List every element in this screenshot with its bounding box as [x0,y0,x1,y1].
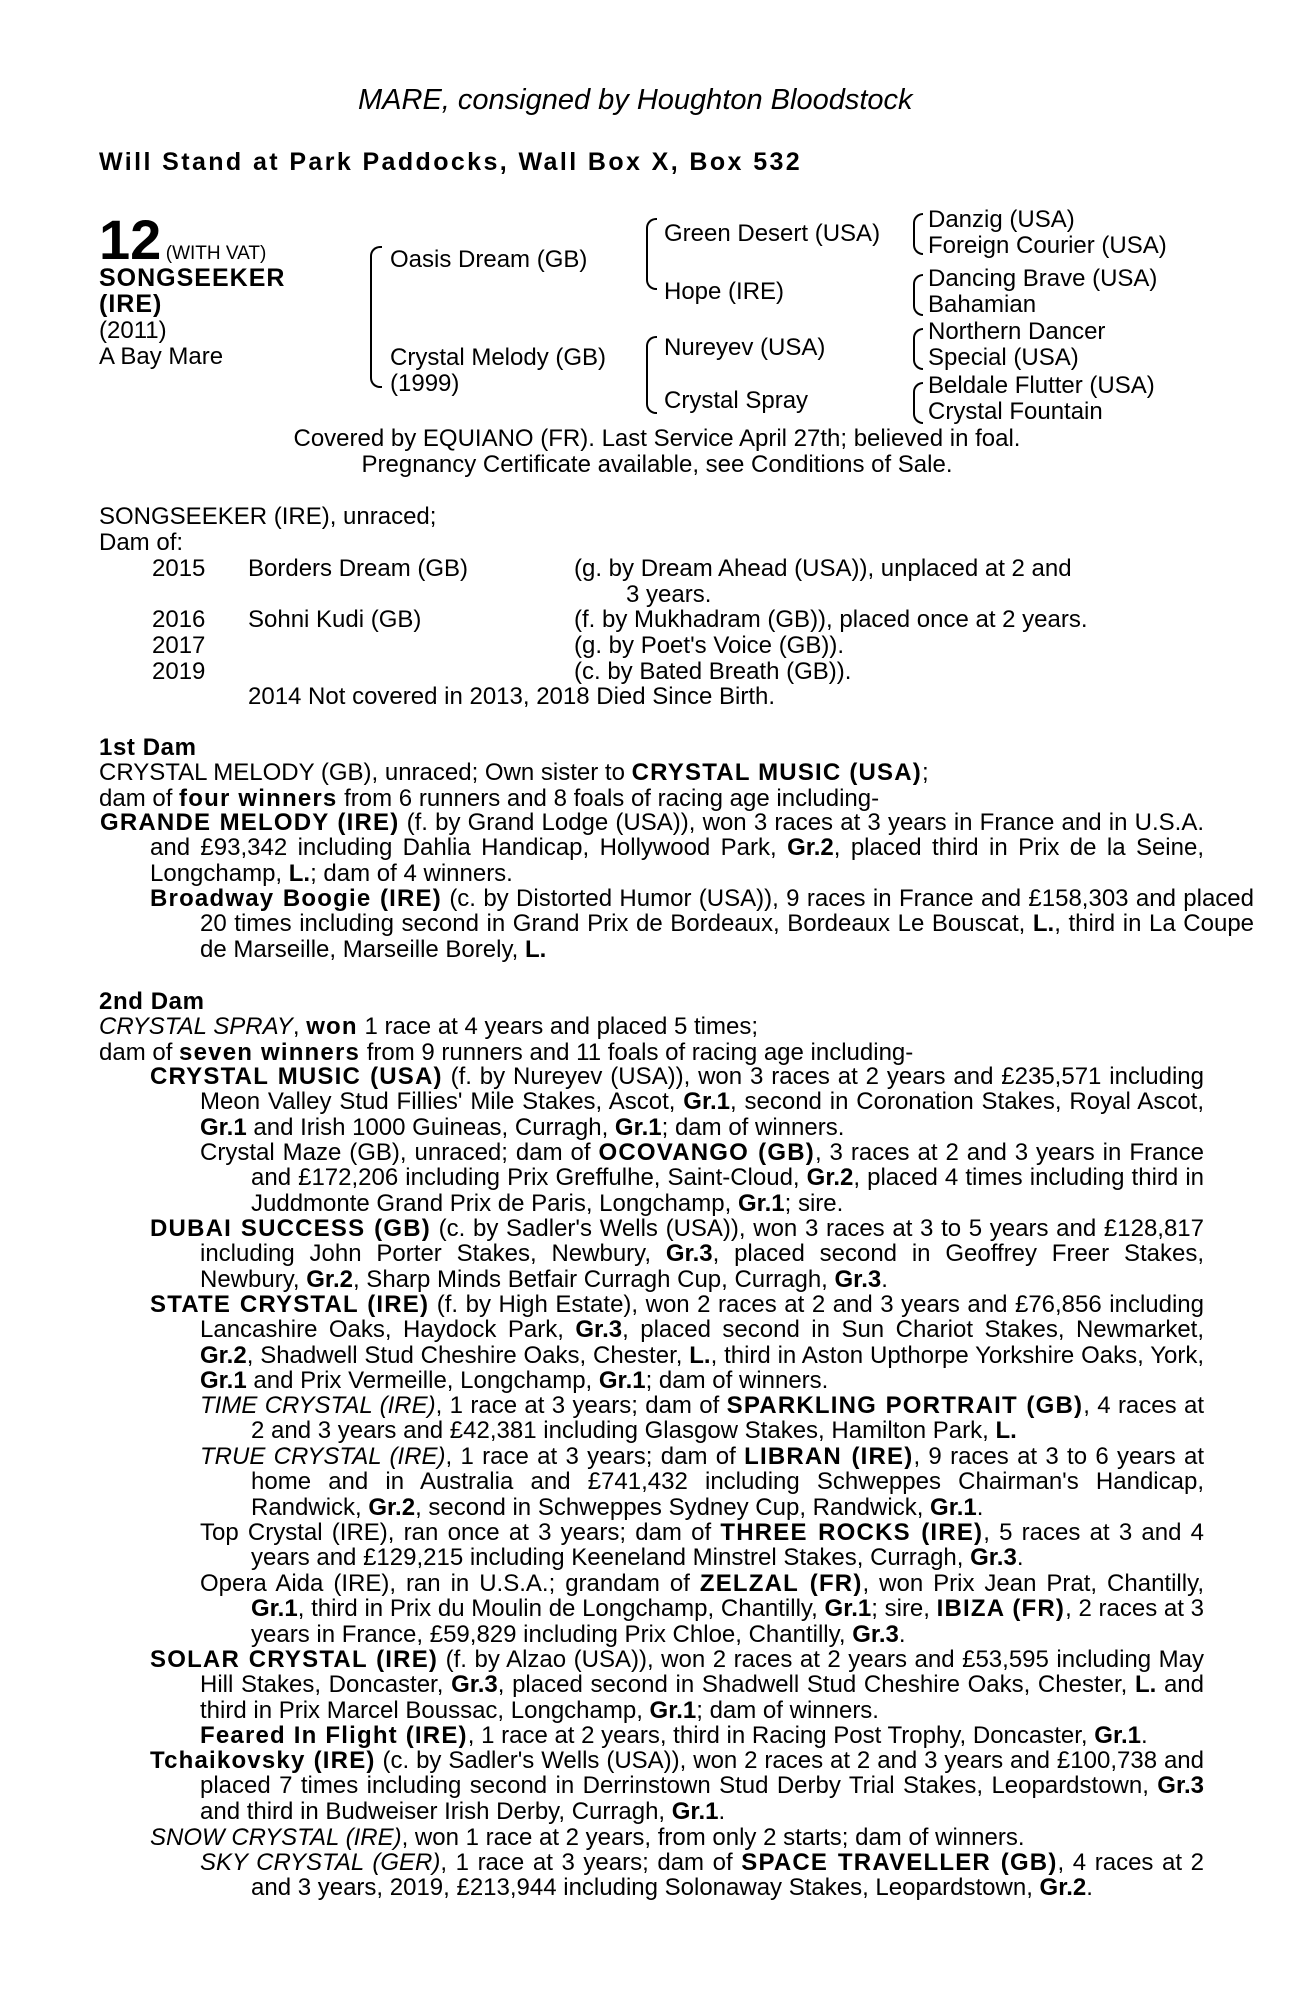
covered-statement: Covered by EQUIANO (FR). Last Service April 27th; believed in foal. [293,425,1021,452]
brace-sire [646,218,657,290]
second-dam-progeny-entry: Tchaikovsky (IRE) (c. by Sadler's Wells (USA)), won 2 races at 2 and 3 years and £100,738 and placed 7 times including second in Derrinstown Stud Derby Trial Stakes, Leopardstown, Gr.3 and third in Budweiser Irish Derby, Curragh, Gr.1. [150,1747,1204,1825]
horse-origin: (IRE) [99,290,163,318]
horse-description: A Bay Mare [99,343,224,370]
pedigree-dam-dam: Crystal Spray [664,387,809,414]
produce-detail: (c. by Bated Breath (GB)). [574,658,852,685]
second-dam-line: CRYSTAL SPRAY, won 1 race at 4 years and placed 5 times; [99,1013,758,1040]
produce-detail: (g. by Poet's Voice (GB)). [574,632,845,659]
brace-dd [913,382,923,424]
pedigree-sire: Oasis Dream (GB) [390,246,588,273]
lot-header [99,208,267,271]
second-dam-progeny-entry: CRYSTAL MUSIC (USA) (f. by Nureyev (USA)), won 3 races at 2 years and £235,571 including Meon Valley Stud Fillies' Mile Stakes, Ascot, Gr.1, second in Coronation Stakes, Royal Ascot, Gr.1 and Irish 1000 Guineas, Curragh, Gr.1; dam of winners. [150,1063,1205,1141]
third-generation-entry: Top Crystal (IRE), ran once at 3 years; dam of THREE ROCKS (IRE), 5 races at 3 and 4 years and £129,215 including Keeneland Minstrel Stakes, Curragh, Gr.3. [200,1519,1204,1572]
brace-ss [913,213,923,255]
produce-name: Borders Dream (GB) [248,555,469,582]
produce-year: 2015 [152,555,206,582]
first-dam-produce-summary: dam of four winners from 6 runners and 8 foals of racing age including- [99,785,880,812]
third-generation-entry: Crystal Maze (GB), unraced; dam of OCOVANGO (GB), 3 races at 2 and 3 years in France and £172,206 including Prix Greffulhe, Saint-Cloud, Gr.2, placed 4 times including third in Juddmonte Grand Prix de Paris, Longchamp, Gr.1; sire. [200,1139,1205,1217]
third-generation-entry: SKY CRYSTAL (GER), 1 race at 3 years; dam of SPACE TRAVELLER (GB), 4 races at 2 and 3 years, 2019, £213,944 including Solonaway Stakes, Leopardstown, Gr.2. [200,1849,1204,1902]
first-dam-line: CRYSTAL MELODY (GB), unraced; Own sister to CRYSTAL MUSIC (USA); [99,759,929,786]
second-dam-progeny-entry: STATE CRYSTAL (IRE) (f. by High Estate), won 2 races at 2 and 3 years and £76,856 including Lancashire Oaks, Haydock Park, Gr.3, placed second in Sun Chariot Stakes, Newmarket, Gr.2, Shadwell Stud Cheshire Oaks, Chester, L., third in Aston Upthorpe Yorkshire Oaks, York, Gr.1 and Prix Vermeille, Longchamp, Gr.1; dam of winners. [150,1291,1205,1395]
produce-year: 2019 [152,658,206,685]
pedigree-dsd: Special (USA) [928,344,1079,371]
dam-of-label: Dam of: [99,529,184,556]
second-dam-progeny-entry: SNOW CRYSTAL (IRE), won 1 race at 2 years, from only 2 starts; dam of winners. [150,1824,1025,1851]
pedigree-dam-sire: Nureyev (USA) [664,334,826,361]
pedigree-sire-dam: Hope (IRE) [664,278,785,305]
produce-name: Sohni Kudi (GB) [248,606,422,633]
brace-dam [646,336,657,414]
pedigree-sire-sire: Green Desert (USA) [664,220,881,247]
third-generation-entry: TRUE CRYSTAL (IRE), 1 race at 3 years; dam of LIBRAN (IRE), 9 races at 3 to 6 years at home and in Australia and £741,432 including Schweppes Chairman's Handicap, Randwick, Gr.2, second in Schweppes Sydney Cup, Randwick, Gr.1. [200,1443,1205,1521]
produce-detail-cont: 3 years. [626,581,712,608]
pedigree-dam: Crystal Melody (GB) [390,344,607,371]
horse-year: (2011) [99,317,167,344]
pedigree-ddd: Crystal Fountain [928,398,1103,425]
second-dam-progeny-entry: SOLAR CRYSTAL (IRE) (f. by Alzao (USA)), won 2 races at 2 years and £53,595 including May Hill Stakes, Doncaster, Gr.3, placed second in Shadwell Stud Cheshire Oaks, Chester, L. and third in Prix Marcel Boussac, Longchamp, Gr.1; dam of winners. [150,1646,1205,1724]
produce-intro: SONGSEEKER (IRE), unraced; [99,503,437,530]
second-dam-heading: 2nd Dam [99,988,205,1015]
brace-gen1 [370,246,382,388]
third-generation-entry: Feared In Flight (IRE), 1 race at 2 years, third in Racing Post Trophy, Doncaster, Gr.1. [200,1722,1148,1749]
catalogue-title: MARE, consigned by Houghton Bloodstock [358,84,913,116]
produce-year: 2017 [152,632,206,659]
produce-year: 2016 [152,606,206,633]
horse-name: SONGSEEKER [99,264,286,292]
pedigree-dam-year: (1999) [390,370,460,397]
produce-detail: (g. by Dream Ahead (USA)), unplaced at 2 and [574,555,1072,582]
produce-note: 2014 Not covered in 2013, 2018 Died Since Birth. [248,683,776,710]
second-dam-produce-summary: dam of seven winners from 9 runners and 11 foals of racing age including- [99,1039,914,1066]
pregnancy-statement: Pregnancy Certificate available, see Conditions of Sale. [361,451,953,478]
third-generation-entry: Opera Aida (IRE), ran in U.S.A.; grandam of ZELZAL (FR), won Prix Jean Prat, Chantilly, Gr.1, third in Prix du Moulin de Longchamp, Chantilly, Gr.1; sire, IBIZA (FR), 2 races at 3 years in France, £59,829 including Prix Chloe, Chantilly, Gr.3. [200,1570,1204,1648]
first-dam-progeny-entry: GRANDE MELODY (IRE) (f. by Grand Lodge (USA)), won 3 races at 3 years in France and in U.S.A. and £93,342 including Dahlia Handicap, Hollywood Park, Gr.2, placed third in Prix de la Seine, Longchamp, L.; dam of 4 winners. [100,809,1205,887]
pedigree-dds: Beldale Flutter (USA) [928,372,1155,399]
second-dam-progeny-entry: DUBAI SUCCESS (GB) (c. by Sadler's Wells (USA)), won 3 races at 3 to 5 years and £128,817 including John Porter Stakes, Newbury, Gr.3, placed second in Geoffrey Freer Stakes, Newbury, Gr.2, Sharp Minds Betfair Curragh Cup, Curragh, Gr.3. [150,1215,1205,1293]
pedigree-sdd: Bahamian [928,291,1037,318]
third-generation-entry: TIME CRYSTAL (IRE), 1 race at 3 years; dam of SPARKLING PORTRAIT (GB), 4 races at 2 and 3 years and £42,381 including Glasgow Stakes, Hamilton Park, L. [200,1392,1205,1445]
first-dam-progeny-entry: Broadway Boogie (IRE) (c. by Distorted Humor (USA)), 9 races in France and £158,303 and placed 20 times including second in Grand Prix de Bordeaux, Bordeaux Le Bouscat, L., third in La Coupe de Marseille, Marseille Borely, L. [150,885,1255,963]
stand-location: Will Stand at Park Paddocks, Wall Box X, Box 532 [99,148,803,176]
brace-ds [913,328,923,370]
brace-sd [913,274,923,316]
pedigree-dss: Northern Dancer [928,318,1106,345]
vat-label: (WITH VAT) [165,243,267,264]
produce-detail: (f. by Mukhadram (GB)), placed once at 2 years. [574,606,1088,633]
pedigree-ssd: Foreign Courier (USA) [928,232,1167,259]
lot-number: 12 [99,208,162,271]
pedigree-sds: Dancing Brave (USA) [928,265,1158,292]
first-dam-heading: 1st Dam [99,734,197,761]
pedigree-sss: Danzig (USA) [928,206,1075,233]
